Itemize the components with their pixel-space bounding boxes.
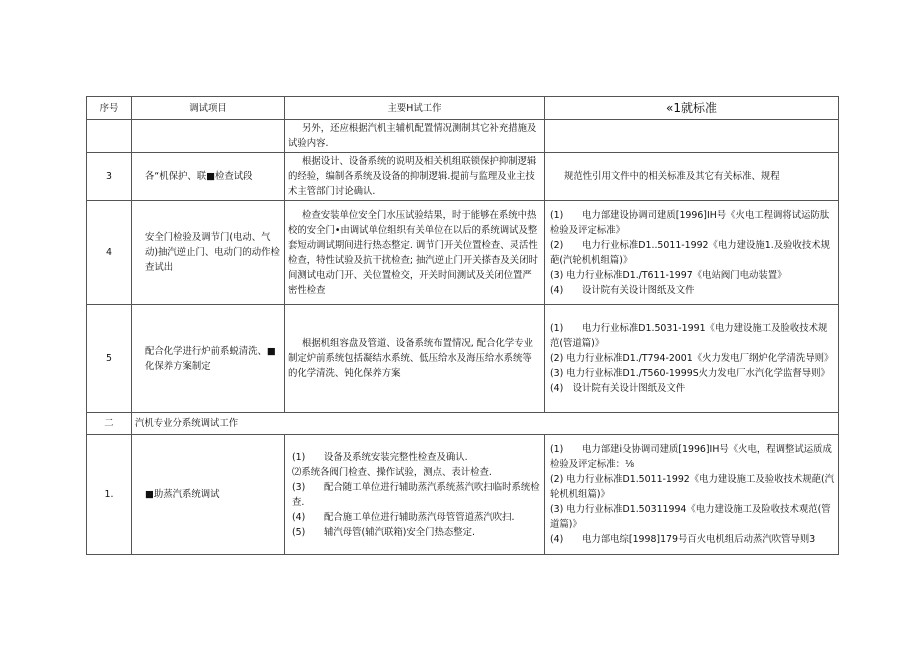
standard-line: (1) 电力行业标准D1.5031-1991《电力建设施工及脸收技术规范(管道篇)》	[550, 323, 828, 349]
row-no: 1.	[87, 435, 132, 555]
table-row	[87, 201, 839, 305]
standard-line: (3) 电力行业标准D1./T560-1999S火力发电厂水汽化学监督导则》	[550, 368, 830, 379]
standard-line: (1) 电力部建i殳协调司建质[1996]IH号《火电，程调整试运质成检验及评定标准：⅛	[550, 444, 832, 470]
work-line: 根据设计、设备系统的说明及相关机组联锁保护抑制逻辑的经验，编制各系统及设备的抑制逻辑.提前与监理及业主技术主管部门讨论确认.	[288, 156, 537, 197]
table-row	[87, 305, 839, 413]
standard-line: (4) 设计院有关设计图纸及文件	[550, 383, 686, 394]
commissioning-table	[86, 96, 839, 555]
work-line: (5) 辅汽母管(辅汽联箱)安全门热态整定.	[292, 526, 475, 538]
header-standard: «1就标准	[545, 97, 839, 120]
standard-line: (2) 电力行业标准D1..5011-1992《电力建设施1.及验收技术规葩(汽轮机机组篇)》	[550, 239, 830, 266]
standard-line: (2) 电力行业标准D1.5011-1992《电力建设施工及验收技术规葩(汽轮机机组篇)》	[550, 474, 835, 500]
row-work	[285, 201, 545, 305]
row-item	[132, 305, 285, 413]
row-no: 4	[87, 201, 132, 305]
row-standard	[545, 201, 839, 305]
work-line: 另外，还应根据汽机主辅机配置情况测制其它补充措施及试验内容.	[288, 123, 537, 149]
standard-line: (1) 电力部建设协调司建质[1996]IH号《火电工程调将试运防肽检验及评定标准》	[550, 209, 830, 236]
row-no: 5	[87, 305, 132, 413]
row-item	[132, 201, 285, 305]
work-line: (3) 配合随工单位进行辅助蒸汽系统蒸汽吹扫临时系统检查.	[292, 481, 540, 508]
row-item	[132, 435, 285, 555]
section-row	[87, 413, 839, 435]
section-title: 汽机专业分系统调试工作	[132, 413, 839, 435]
standard-line: (3) 电力行业标准D1.50311994《电力建设施工及险收技术观范(管道篇)》	[550, 504, 831, 530]
item-text: 安全门检验及调节门(电动、气动)抽汽逆止门、电动门的动作检查试出	[145, 232, 280, 273]
section-no: 二	[87, 413, 132, 435]
standard-line: (4) 设计院有关设计图纸及文件	[550, 284, 695, 296]
header-work: 主要H试工作	[285, 97, 545, 120]
row-standard	[545, 120, 839, 153]
work-line: (1) 设备及系统安装完整性检查及确认.	[292, 451, 468, 463]
document-page	[86, 96, 836, 555]
item-text: ■助蒸汽系统调试	[145, 489, 220, 500]
row-work	[285, 153, 545, 201]
row-item	[132, 153, 285, 201]
table-row	[87, 153, 839, 201]
row-item	[132, 120, 285, 153]
row-no: 3	[87, 153, 132, 201]
work-line: 根据机组容盘及管道、设备系统布置情况, 配合化学专业制定炉前系统包括凝结水系统、低压给水及海压给水系统等的化学清洗、钝化保养方案	[288, 338, 533, 379]
row-work	[285, 120, 545, 153]
row-no	[87, 120, 132, 153]
work-line: ⑵系统各阀门检查、操作试验，测点、表计检查.	[292, 466, 492, 478]
table-header-row	[87, 97, 839, 120]
row-standard	[545, 435, 839, 555]
row-standard	[545, 153, 839, 201]
table-row	[87, 435, 839, 555]
header-item: 调试项目	[132, 97, 285, 120]
work-line: (4) 配合施工单位进行辅助蒸汽母管管道蒸汽吹扫.	[292, 511, 515, 523]
row-work	[285, 305, 545, 413]
work-line: 检查安装单位安全门水压试验结果，时于能够在系统中热校的安全门•由调试单位组织有关单位在以后的系统调试及整套短动调试期间进行热态整定. 调节门开关位置检查、灵活性检查，特性试验及抗干扰检查; 抽汽逆止门开关搽杳及关闭时间测试电动门开、关位置检交，开关时间测试及关闭位置严密性检查	[288, 209, 538, 296]
standard-line: (3) 电力行业标准D1./T611-1997《电站阀门电动装置》	[550, 269, 787, 281]
row-work	[285, 435, 545, 555]
header-no: 序号	[87, 97, 132, 120]
standard-line: (2) 电力行业标准D1./T794-2001《火力发电厂纲炉化学清洗导则》	[550, 353, 834, 364]
standard-line: (4) 电力部电综[1998]179号百火电机组后动蒸汽吹管导则3	[550, 534, 816, 545]
item-text: 配合化学进行炉前系蜕清洗、■化保养方案制定	[145, 345, 276, 372]
row-standard	[545, 305, 839, 413]
item-text: 各“机保护、联■检查试段	[145, 171, 253, 182]
standard-line: 规范性引用文件中的相关标准及其它有关标准、规程	[564, 171, 780, 182]
table-row	[87, 120, 839, 153]
